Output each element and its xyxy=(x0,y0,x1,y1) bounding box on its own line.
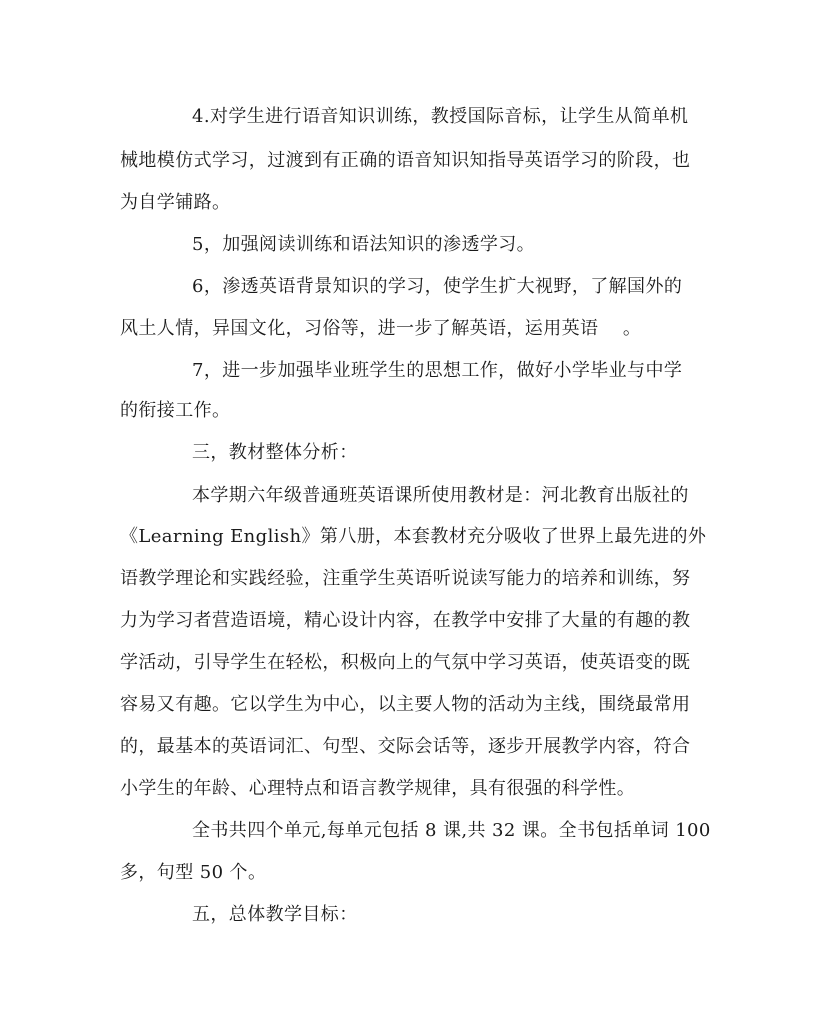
paragraph-7-line-1: 全书共四个单元,每单元包括 8 课,共 32 课。全书包括单词 100 xyxy=(192,820,711,841)
paragraph-6-line-3: 语教学理论和实践经验，注重学生英语听说读写能力的培养和训练，努 xyxy=(120,568,691,589)
section-heading-5: 五，总体教学目标： xyxy=(192,904,358,925)
paragraph-7-line-2: 多，句型 50 个。 xyxy=(120,862,267,883)
paragraph-4-line-1: 7，进一步加强毕业班学生的思想工作，做好小学毕业与中学 xyxy=(192,360,683,381)
paragraph-6-line-1: 本学期六年级普通班英语课所使用教材是：河北教育出版社的 xyxy=(192,485,689,506)
paragraph-3-line-1: 6，渗透英语背景知识的学习，使学生扩大视野，了解国外的 xyxy=(192,276,683,297)
paragraph-2-line-1: 5，加强阅读训练和语法知识的渗透学习。 xyxy=(192,234,536,255)
paragraph-6-line-4: 力为学习者营造语境，精心设计内容，在教学中安排了大量的有趣的教 xyxy=(120,610,691,631)
section-heading-3: 三，教材整体分析： xyxy=(192,442,358,463)
paragraph-6-line-5: 学活动，引导学生在轻松，积极向上的气氛中学习英语，使英语变的既 xyxy=(120,652,691,673)
paragraph-6-line-7: 的，最基本的英语词汇、句型、交际会话等，逐步开展教学内容，符合 xyxy=(120,736,691,757)
paragraph-4-line-2: 的衔接工作。 xyxy=(120,400,231,421)
paragraph-1-line-1: 4.对学生进行语音知识训练，教授国际音标，让学生从简单机 xyxy=(192,106,689,127)
paragraph-1-line-3: 为自学铺路。 xyxy=(120,192,231,213)
paragraph-1-line-2: 械地模仿式学习，过渡到有正确的语音知识知指导英语学习的阶段，也 xyxy=(120,150,691,171)
paragraph-6-line-8: 小学生的年龄、心理特点和语言教学规律，具有很强的科学性。 xyxy=(120,778,636,799)
paragraph-6-line-6: 容易又有趣。它以学生为中心，以主要人物的活动为主线，围绕最常用 xyxy=(120,694,691,715)
paragraph-3-line-2: 风土人情，异国文化，习俗等，进一步了解英语，运用英语 。 xyxy=(120,318,642,339)
paragraph-6-line-2: 《Learning English》第八册，本套教材充分吸收了世界上最先进的外 xyxy=(120,526,707,547)
